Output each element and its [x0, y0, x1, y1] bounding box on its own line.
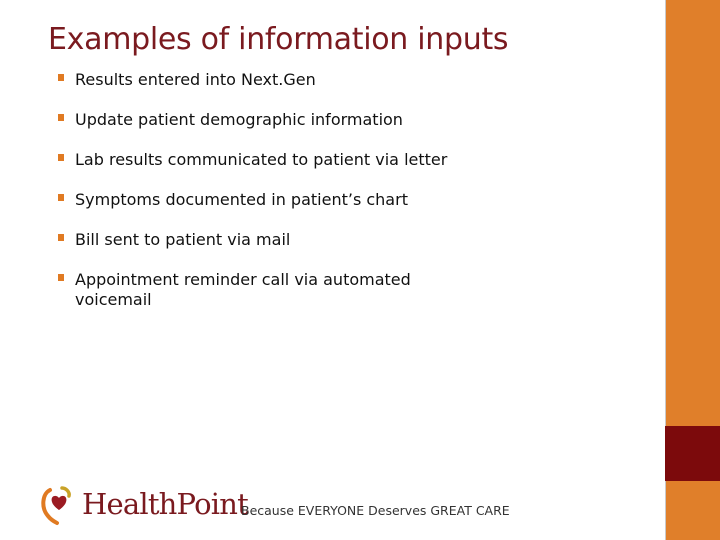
bullet-marker-icon [58, 74, 64, 81]
footer-tagline: Because EVERYONE Deserves GREAT CARE [241, 503, 510, 518]
slide-title: Examples of information inputs [48, 22, 509, 57]
bullet-item [58, 270, 488, 310]
bullet-text: Symptoms documented in patient’s chart [75, 190, 408, 209]
bullet-marker-icon [58, 274, 64, 281]
bullet-marker-icon [58, 154, 64, 161]
bullet-item [58, 150, 488, 170]
bullet-text: Update patient demographic information [75, 110, 403, 129]
bullet-marker-icon [58, 234, 64, 241]
bullet-item [58, 70, 488, 90]
bullet-marker-icon [58, 114, 64, 121]
bullet-item [58, 190, 488, 210]
bullet-text: Lab results communicated to patient via letter [75, 150, 448, 169]
bullet-marker-icon [58, 194, 64, 201]
logo-wordmark: HealthPoint [82, 487, 248, 521]
bullet-text: Appointment reminder call via automated voicemail [75, 270, 411, 309]
side-accent-block [665, 426, 720, 481]
bullet-list [58, 70, 488, 330]
bullet-item [58, 110, 488, 130]
bullet-text: Results entered into Next.Gen [75, 70, 316, 89]
healthpoint-logo [40, 484, 248, 528]
bullet-text: Bill sent to patient via mail [75, 230, 291, 249]
bullet-item [58, 230, 488, 250]
heart-figure-icon [40, 484, 80, 528]
